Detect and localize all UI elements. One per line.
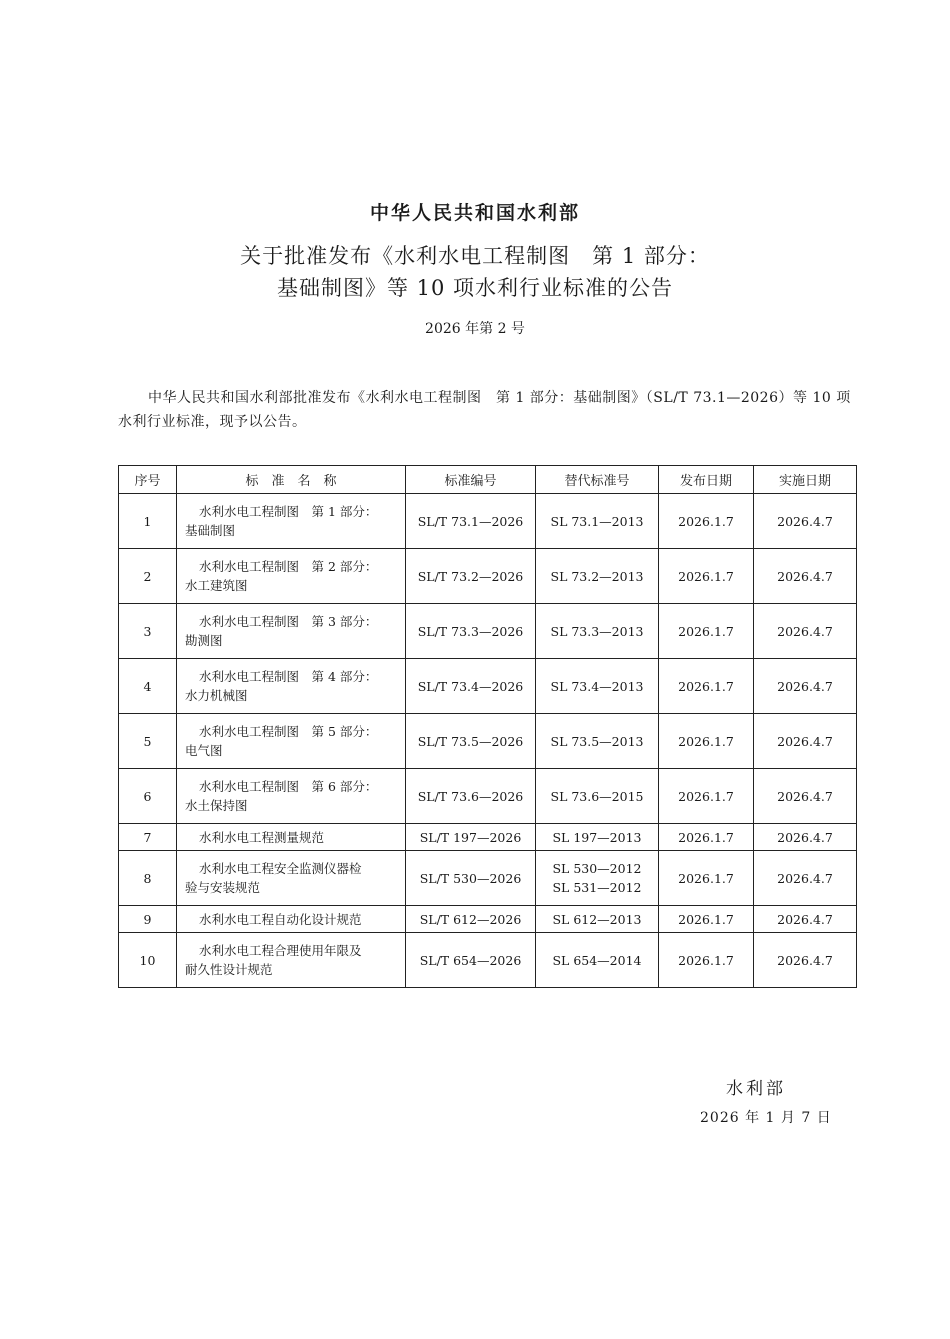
row-name-line1: 水利水电工程制图 第 5 部分： — [199, 724, 378, 739]
row-no: 1 — [119, 494, 177, 549]
row-replaced: SL 73.4—2013 — [536, 659, 659, 714]
row-effective: 2026.4.7 — [754, 933, 857, 988]
row-name — [177, 769, 406, 824]
row-replaced: SL 73.2—2013 — [536, 549, 659, 604]
row-name-line2: 耐久性设计规范 — [185, 962, 273, 977]
header-no: 序号 — [119, 466, 177, 494]
row-name-line1: 水利水电工程制图 第 1 部分： — [199, 504, 378, 519]
row-effective: 2026.4.7 — [754, 549, 857, 604]
table-row — [119, 933, 857, 988]
row-no: 2 — [119, 549, 177, 604]
row-name-line1: 水利水电工程制图 第 6 部分： — [199, 779, 378, 794]
row-effective: 2026.4.7 — [754, 494, 857, 549]
row-replaced: SL 654—2014 — [536, 933, 659, 988]
row-name-line1: 水利水电工程制图 第 2 部分： — [199, 559, 378, 574]
row-name — [177, 494, 406, 549]
table-row — [119, 659, 857, 714]
row-name-line2: 水力机械图 — [185, 688, 248, 703]
row-replaced: SL 73.5—2013 — [536, 714, 659, 769]
row-name-line1: 水利水电工程安全监测仪器检 — [199, 861, 362, 876]
row-name — [177, 549, 406, 604]
row-code: SL/T 73.3—2026 — [406, 604, 536, 659]
signing-date: 2026 年 1 月 7 日 — [700, 1110, 832, 1126]
row-code: SL/T 612—2026 — [406, 906, 536, 933]
row-name — [177, 933, 406, 988]
row-code: SL/T 530—2026 — [406, 851, 536, 906]
row-replaced: SL 197—2013 — [536, 824, 659, 851]
row-code: SL/T 73.6—2026 — [406, 769, 536, 824]
row-no: 10 — [119, 933, 177, 988]
row-release: 2026.1.7 — [659, 494, 754, 549]
header-name: 标 准 名 称 — [177, 466, 406, 494]
row-name — [177, 824, 406, 851]
table-row — [119, 549, 857, 604]
table-row — [119, 851, 857, 906]
table-row — [119, 769, 857, 824]
row-replaced — [536, 851, 659, 906]
row-effective: 2026.4.7 — [754, 659, 857, 714]
header-replaced: 替代标准号 — [536, 466, 659, 494]
row-replaced-line2: SL 531—2012 — [552, 880, 642, 895]
row-effective: 2026.4.7 — [754, 714, 857, 769]
announcement-title-line2: 基础制图》等 10 项水利行业标准的公告 — [276, 276, 674, 300]
row-no: 3 — [119, 604, 177, 659]
row-name-line2: 电气图 — [185, 743, 223, 758]
row-name-line1: 水利水电工程自动化设计规范 — [199, 911, 362, 927]
row-effective: 2026.4.7 — [754, 906, 857, 933]
row-code: SL/T 654—2026 — [406, 933, 536, 988]
row-no: 9 — [119, 906, 177, 933]
row-no: 5 — [119, 714, 177, 769]
row-name-line1: 水利水电工程制图 第 4 部分： — [199, 669, 378, 684]
row-effective: 2026.4.7 — [754, 851, 857, 906]
row-release: 2026.1.7 — [659, 549, 754, 604]
table-row — [119, 906, 857, 933]
row-name-line2: 勘测图 — [185, 633, 223, 648]
intro-paragraph: 中华人民共和国水利部批准发布《水利水电工程制图 第 1 部分：基础制图》（SL/T 73.1—2026）等 10 项水利行业标准，现予以公告。 — [118, 390, 851, 430]
table-row — [119, 714, 857, 769]
announcement-title-line1: 关于批准发布《水利水电工程制图 第 1 部分： — [240, 244, 710, 268]
issuing-authority: 中华人民共和国水利部 — [369, 202, 580, 224]
row-replaced: SL 612—2013 — [536, 906, 659, 933]
row-name-line2: 基础制图 — [185, 523, 236, 538]
standards-table — [118, 465, 857, 988]
row-effective: 2026.4.7 — [754, 604, 857, 659]
row-code: SL/T 73.4—2026 — [406, 659, 536, 714]
table-row — [119, 494, 857, 549]
document-number: 2026 年第 2 号 — [425, 321, 525, 337]
row-release: 2026.1.7 — [659, 604, 754, 659]
row-name-line2: 水工建筑图 — [185, 578, 248, 593]
row-code: SL/T 73.5—2026 — [406, 714, 536, 769]
row-replaced: SL 73.1—2013 — [536, 494, 659, 549]
row-name — [177, 906, 406, 933]
row-code: SL/T 197—2026 — [406, 824, 536, 851]
header-release: 发布日期 — [659, 466, 754, 494]
row-release: 2026.1.7 — [659, 659, 754, 714]
row-release: 2026.1.7 — [659, 906, 754, 933]
row-release: 2026.1.7 — [659, 769, 754, 824]
table-header-row — [119, 466, 857, 494]
table-row — [119, 824, 857, 851]
row-name-line2: 水土保持图 — [185, 798, 248, 813]
row-name — [177, 714, 406, 769]
row-release: 2026.1.7 — [659, 824, 754, 851]
row-release: 2026.1.7 — [659, 933, 754, 988]
row-no: 8 — [119, 851, 177, 906]
row-effective: 2026.4.7 — [754, 824, 857, 851]
row-name — [177, 851, 406, 906]
row-name — [177, 659, 406, 714]
table-row — [119, 604, 857, 659]
row-effective: 2026.4.7 — [754, 769, 857, 824]
row-no: 7 — [119, 824, 177, 851]
signer: 水利部 — [726, 1079, 786, 1099]
row-name-line1: 水利水电工程制图 第 3 部分： — [199, 614, 378, 629]
row-name — [177, 604, 406, 659]
row-code: SL/T 73.2—2026 — [406, 549, 536, 604]
row-no: 6 — [119, 769, 177, 824]
row-name-line1: 水利水电工程合理使用年限及 — [199, 943, 362, 958]
row-code: SL/T 73.1—2026 — [406, 494, 536, 549]
row-name-line2: 验与安装规范 — [185, 880, 261, 895]
row-replaced-line1: SL 530—2012 — [552, 861, 642, 876]
header-code: 标准编号 — [406, 466, 536, 494]
header-effective: 实施日期 — [754, 466, 857, 494]
row-no: 4 — [119, 659, 177, 714]
row-release: 2026.1.7 — [659, 851, 754, 906]
row-release: 2026.1.7 — [659, 714, 754, 769]
row-name-line1: 水利水电工程测量规范 — [199, 829, 325, 845]
row-replaced: SL 73.3—2013 — [536, 604, 659, 659]
row-replaced: SL 73.6—2015 — [536, 769, 659, 824]
